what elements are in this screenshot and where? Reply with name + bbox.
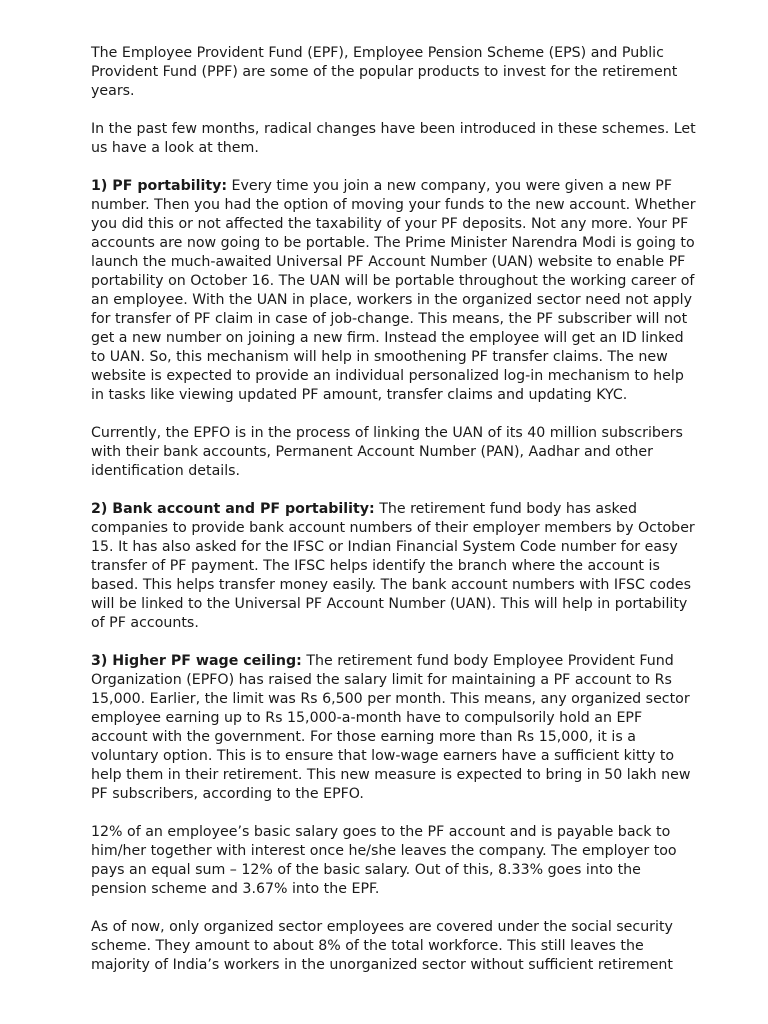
paragraph-contribution [91, 823, 698, 899]
paragraph-text: The retirement fund body Employee Provident Fund Organization (EPFO) has raised the salary limit for maintaining a PF account to Rs 15,000. Earlier, the limit was Rs 6,500 per month. This means, any organized sector employee earning up to Rs 15,000-a-month have to compulsorily hold an EPF account with the government. For those earning more than Rs 15,000, it is a voluntary option. This is to ensure that low-wage earners have a sufficient kitty to help them in their retirement. This new measure is expected to bring in 50 lakh new PF subscribers, according to the EPFO. [91, 653, 691, 802]
paragraph-changes [91, 120, 698, 158]
paragraph-text: As of now, only organized sector employees are covered under the social security scheme. They amount to about 8% of the total workforce. This still leaves the majority of India’s workers in the unorganized sector without sufficient retirement [91, 919, 673, 973]
paragraph-coverage [91, 918, 698, 975]
paragraph-bank-account [91, 500, 698, 633]
paragraph-epfo-linking [91, 424, 698, 481]
paragraph-text: The retirement fund body has asked companies to provide bank account numbers of their employer members by October 15. It has also asked for the IFSC or Indian Financial System Code number for easy transfer of PF payment. The IFSC helps identify the branch where the account is based. This helps transfer money easily. The bank account numbers with IFSC codes will be linked to the Universal PF Account Number (UAN). This will help in portability of PF accounts. [91, 501, 695, 631]
paragraph-text: In the past few months, radical changes have been introduced in these schemes. Let us have a look at them. [91, 121, 696, 156]
paragraph-pf-portability [91, 177, 698, 405]
paragraph-text: Currently, the EPFO is in the process of linking the UAN of its 40 million subscribers with their bank accounts, Permanent Account Number (PAN), Aadhar and other identification details. [91, 425, 683, 479]
section-heading-wage-ceiling: 3) Higher PF wage ceiling: [91, 653, 302, 669]
section-heading-bank-account: 2) Bank account and PF portability: [91, 501, 375, 517]
section-heading-pf-portability: 1) PF portability: [91, 178, 228, 194]
paragraph-text: Every time you join a new company, you were given a new PF number. Then you had the option of moving your funds to the new account. Whether you did this or not affected the taxability of your PF deposits. Not any more. Your PF accounts are now going to be portable. The Prime Minister Narendra Modi is going to launch the much-awaited Universal PF Account Number (UAN) website to enable PF portability on October 16. The UAN will be portable throughout the working career of an employee. With the UAN in place, workers in the organized sector need not apply for transfer of PF claim in case of job-change. This means, the PF subscriber will not get a new number on joining a new firm. Instead the employee will get an ID linked to UAN. So, this mechanism will help in smoothening PF transfer claims. The new website is expected to provide an individual personalized log-in mechanism to help in tasks like viewing updated PF amount, transfer claims and updating KYC. [91, 178, 696, 403]
paragraph-wage-ceiling [91, 652, 698, 804]
paragraph-text: 12% of an employee’s basic salary goes to the PF account and is payable back to him/her together with interest once he/she leaves the company. The employer too pays an equal sum – 12% of the basic salary. Out of this, 8.33% goes into the pension scheme and 3.67% into the EPF. [91, 824, 677, 897]
paragraph-intro [91, 44, 698, 101]
paragraph-text: The Employee Provident Fund (EPF), Employee Pension Scheme (EPS) and Public Provident Fund (PPF) are some of the popular products to invest for the retirement years. [91, 45, 678, 99]
